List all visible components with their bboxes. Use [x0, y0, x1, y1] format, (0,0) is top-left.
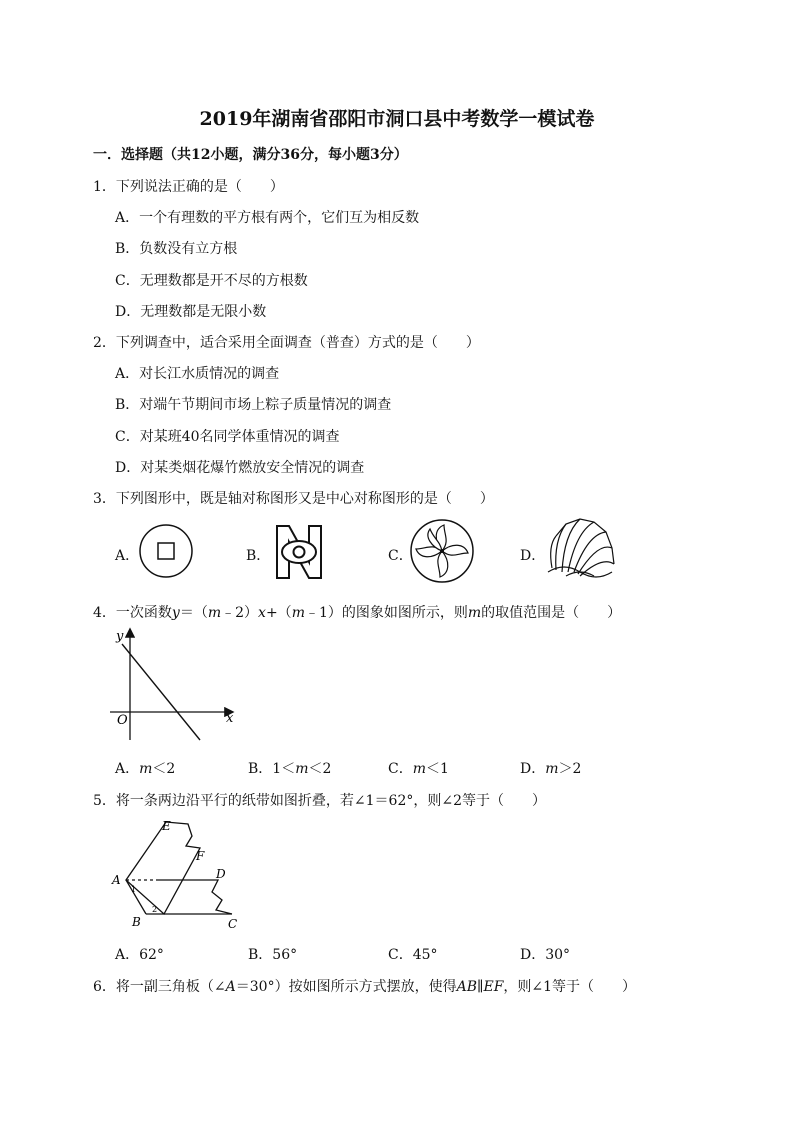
q5-folded-strip-figure [108, 814, 248, 934]
question-4-option-a [115, 758, 175, 778]
option-label: A． [115, 761, 140, 777]
point-label-c: C [228, 917, 238, 931]
question-2-stem: 2．下列调查中，适合采用全面调查（普查）方式的是（ ） [93, 335, 480, 351]
question-4-option-d [520, 758, 581, 778]
question-4-option-c [388, 758, 449, 778]
question-1-option-a: A．一个有理数的平方根有两个，它们互为相反数 [115, 210, 420, 226]
q4-var-x: x [258, 605, 266, 621]
q4-stem-text: ﹣1）的图象如图所示，则 [304, 605, 468, 621]
folded-flap [126, 822, 200, 914]
option-text: ＞2 [558, 761, 582, 777]
function-line [122, 644, 200, 740]
question-1-option-d: D．无理数都是无限小数 [115, 304, 267, 320]
question-2-option-d: D．对某类烟花爆竹燃放安全情况的调查 [115, 460, 365, 476]
figure-c-flower [410, 519, 474, 583]
angle-label-1: 1 [131, 885, 137, 894]
q4-var-m: m [207, 605, 222, 621]
option-label: C． [388, 761, 413, 777]
x-axis-label: x [226, 711, 234, 726]
question-1-option-c: C．无理数都是开不尽的方根数 [115, 273, 308, 289]
y-axis-label: y [116, 629, 124, 644]
question-4-option-b [248, 758, 331, 778]
question-2-option-a: A．对长江水质情况的调查 [115, 366, 280, 382]
point-label-d: D [216, 867, 226, 881]
option-text: ＜2 [152, 761, 176, 777]
strip-right-edge [158, 880, 232, 914]
page-title: 2019年湖南省邵阳市洞口县中考数学一模试卷 [199, 108, 595, 130]
question-3-label-b: B． [246, 548, 271, 564]
angle-label-2: 2 [152, 905, 158, 914]
origin-label: O [117, 713, 128, 728]
figure-b-n-eye [275, 524, 323, 580]
q6-stem-text: 6．将一副三角板（∠ [93, 979, 226, 995]
q4-stem-text: ﹣2） [221, 605, 259, 621]
q4-var-m: m [467, 605, 482, 621]
option-text: ＜1 [426, 761, 449, 777]
point-label-a: A [112, 873, 121, 887]
question-2-option-c: C．对某班40名同学体重情况的调查 [115, 429, 340, 445]
option-text: ＜2 [308, 761, 332, 777]
figure-d-shell [546, 516, 616, 584]
q4-var-m: m [545, 761, 559, 777]
question-2-option-b: B．对端午节期间市场上粽子质量情况的调查 [115, 397, 392, 413]
question-5-option-a: A．62° [115, 947, 164, 963]
section-heading: 一．选择题（共12小题，满分36分，每小题3分） [93, 147, 408, 163]
question-3-label-a: A． [115, 548, 140, 564]
option-label: B．1＜ [248, 761, 296, 777]
option-label: D． [520, 761, 546, 777]
q4-stem-text: ＝（ [179, 605, 208, 621]
question-3-label-c: C． [388, 548, 413, 564]
q6-var-ab: AB [456, 979, 477, 995]
q6-stem-text: ＝30°）按如图所示方式摆放，使得 [235, 979, 457, 995]
question-1-option-b: B．负数没有立方根 [115, 241, 238, 257]
q6-parallel-symbol: ∥ [477, 979, 484, 995]
q4-stem-text: 4．一次函数 [93, 605, 172, 621]
q4-stem-text: 的取值范围是（ ） [481, 605, 622, 621]
q6-var-ef: EF [483, 979, 504, 995]
question-5-option-c: C．45° [388, 947, 438, 963]
q4-var-m: m [295, 761, 309, 777]
q4-var-y: y [171, 605, 180, 621]
q4-var-m: m [291, 605, 305, 621]
question-4-stem [93, 602, 621, 622]
q6-stem-text: ，则∠1等于（ ） [503, 979, 637, 995]
question-3-stem: 3．下列图形中，既是轴对称图形又是中心对称图形的是（ ） [93, 491, 494, 507]
question-5-option-b: B．56° [248, 947, 298, 963]
question-3-label-d: D． [520, 548, 546, 564]
question-5-option-d: D．30° [520, 947, 571, 963]
question-1-stem: 1．下列说法正确的是（ ） [93, 179, 284, 195]
q4-var-m: m [139, 761, 153, 777]
question-6-stem [93, 976, 636, 996]
question-5-stem: 5．将一条两边沿平行的纸带如图折叠，若∠1＝62°，则∠2等于（ ） [93, 793, 546, 809]
q4-stem-text: +（ [265, 605, 292, 621]
q4-line-graph [108, 624, 240, 746]
point-label-f: F [196, 849, 205, 863]
point-label-b: B [132, 915, 141, 929]
q6-var-a: A [225, 979, 236, 995]
q4-var-m: m [412, 761, 426, 777]
point-label-e: E [162, 819, 171, 833]
figure-a-coin [140, 522, 192, 580]
